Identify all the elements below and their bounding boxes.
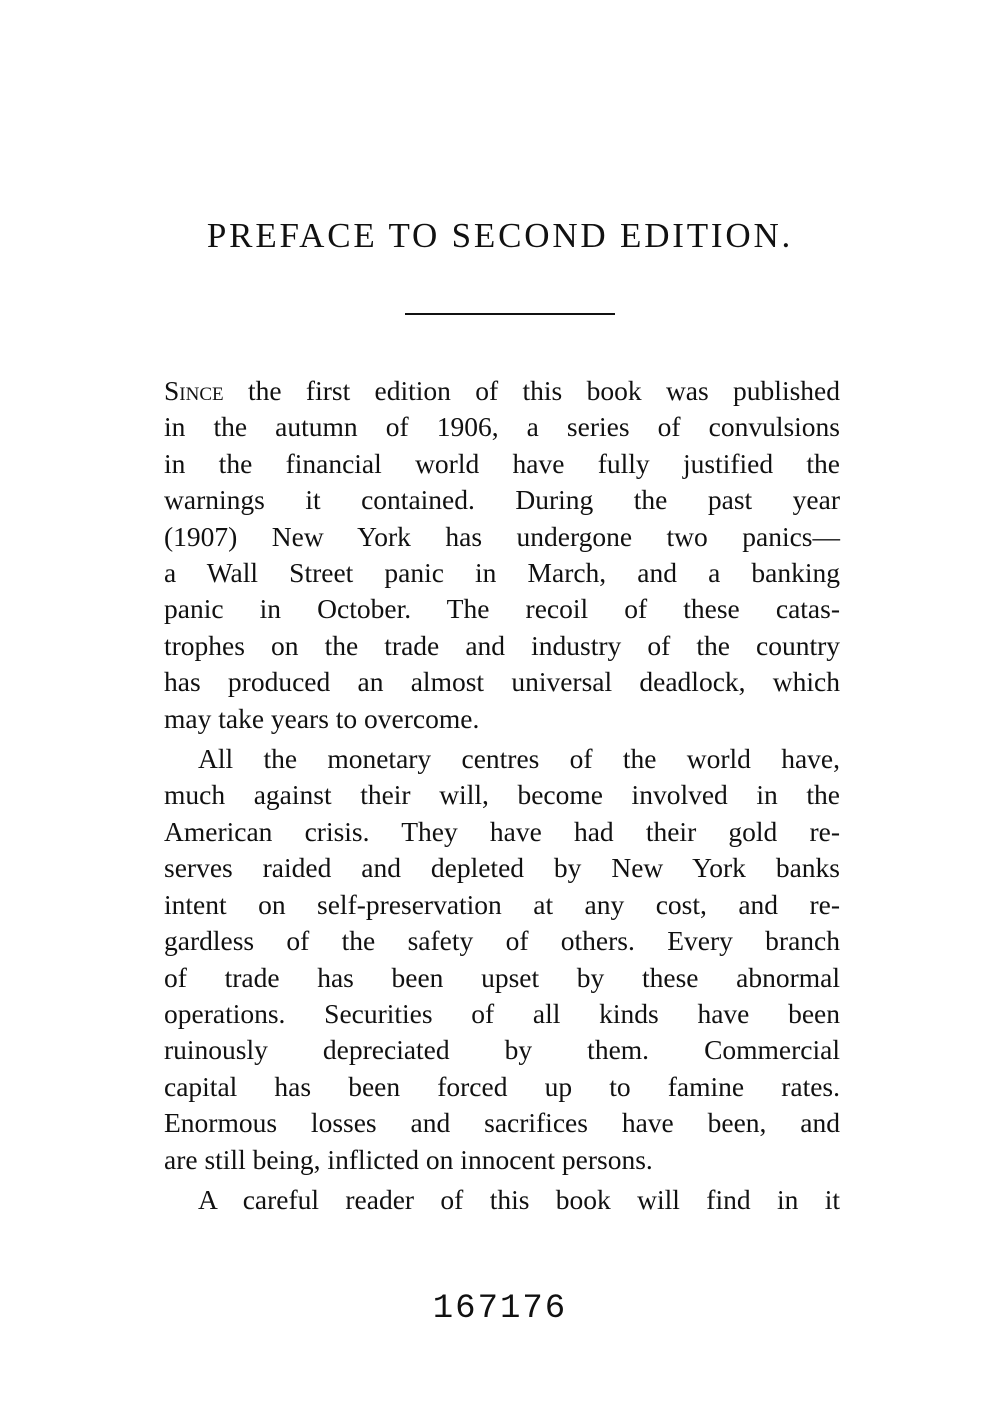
- small-caps-lead: Since: [164, 375, 224, 406]
- text-line: intent on self-preservation at any cost, and re-: [164, 888, 840, 920]
- paragraph-3: [164, 1182, 840, 1218]
- page-title: PREFACE TO SECOND EDITION.: [206, 216, 794, 255]
- text-line: of trade has been upset by these abnormal: [164, 961, 840, 993]
- text-line: a Wall Street panic in March, and a banking: [164, 557, 840, 589]
- text-line: are still being, inflicted on innocent persons.: [164, 1143, 653, 1175]
- accession-number-stamp: 167176: [432, 1290, 568, 1328]
- text-line: may take years to overcome.: [164, 702, 480, 734]
- text-line: A careful reader of this book will find in it: [198, 1183, 840, 1215]
- title-rule: [405, 313, 615, 315]
- text-line: capital has been forced up to famine rates.: [164, 1070, 840, 1102]
- paragraph-1: [164, 373, 840, 737]
- text-line: warnings it contained. During the past year: [164, 484, 840, 516]
- text-line: gardless of the safety of others. Every branch: [164, 925, 840, 957]
- text-line: in the financial world have fully justified the: [164, 447, 840, 479]
- text-line: much against their will, become involved in the: [164, 779, 840, 811]
- text-line: ruinously depreciated by them. Commercial: [164, 1034, 840, 1066]
- text-line: (1907) New York has undergone two panics—: [164, 520, 840, 552]
- text-line: panic in October. The recoil of these catas-: [164, 593, 840, 625]
- text-line: American crisis. They have had their gold re-: [164, 815, 840, 847]
- text-line: [164, 373, 840, 409]
- text-line: Enormous losses and sacrifices have been, and: [164, 1107, 840, 1139]
- preface-body: [164, 373, 840, 1222]
- text-line: has produced an almost universal deadlock, which: [164, 666, 840, 698]
- text-line: trophes on the trade and industry of the country: [164, 629, 840, 661]
- text-line: serves raided and depleted by New York banks: [164, 852, 840, 884]
- text-line: in the autumn of 1906, a series of convulsions: [164, 411, 840, 443]
- text-line: operations. Securities of all kinds have been: [164, 997, 840, 1029]
- text-line-content: the first edition of this book was published: [223, 375, 840, 406]
- text-line: All the monetary centres of the world have,: [198, 743, 840, 775]
- paragraph-2: [164, 741, 840, 1178]
